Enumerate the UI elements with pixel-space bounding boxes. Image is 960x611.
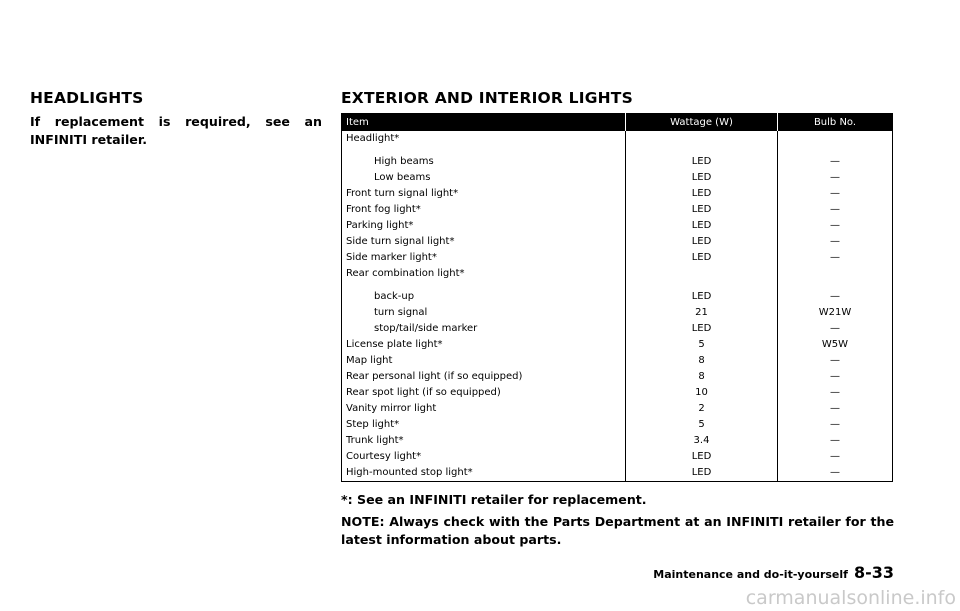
wattage-cell: 5 [626,417,778,433]
headlights-heading: HEADLIGHTS [30,89,144,107]
bulb-cell: — [778,250,893,266]
table-row [342,401,893,417]
item-cell: Map light [346,355,393,366]
page-number: 8-33 [853,563,894,582]
item-cell: Front fog light* [346,204,421,215]
exterior-interior-section [341,89,894,549]
table-row [342,369,893,385]
item-cell: back-up [374,291,415,302]
bulb-cell: — [778,170,893,186]
item-cell: License plate light* [346,339,443,350]
wattage-cell: 10 [626,385,778,401]
headlights-text: If replacement is required, see an INFINITI retailer. [30,114,322,147]
bulb-cell: — [778,234,893,250]
wattage-cell: LED [626,321,778,337]
table-row [342,433,893,449]
table-row [342,289,893,305]
wattage-cell: LED [626,218,778,234]
item-cell: Parking light* [346,220,414,231]
replacement-note: *: See an INFINITI retailer for replacement. [341,492,647,507]
bulb-cell: W5W [778,337,893,353]
wattage-cell: 21 [626,305,778,321]
bulb-cell: — [778,449,893,465]
bulb-cell: — [778,186,893,202]
bulb-cell: — [778,218,893,234]
table-row [342,218,893,234]
table-header-row [342,114,893,132]
table-row [342,202,893,218]
wattage-cell: LED [626,170,778,186]
item-cell: Vanity mirror light [346,403,437,414]
bulb-cell: — [778,369,893,385]
bulb-cell: — [778,154,893,170]
item-cell: Rear personal light (if so equipped) [346,371,523,382]
header-item: Item [342,114,626,132]
section-name: Maintenance and do-it-yourself [653,568,848,581]
wattage-cell: LED [626,449,778,465]
bulb-cell: — [778,321,893,337]
table-row [342,266,893,289]
bulb-cell: — [778,202,893,218]
item-cell: turn signal [374,307,428,318]
table-row [342,305,893,321]
item-cell: Rear combination light* [346,268,465,279]
wattage-cell: LED [626,250,778,266]
header-wattage: Wattage (W) [626,114,778,132]
item-cell: High-mounted stop light* [346,467,473,478]
wattage-cell: 2 [626,401,778,417]
headlights-section [30,89,322,149]
table-row [342,186,893,202]
wattage-cell: 8 [626,353,778,369]
wattage-cell [626,266,778,289]
item-cell: Front turn signal light* [346,188,459,199]
item-cell: Headlight* [346,133,400,144]
item-cell: Side marker light* [346,252,437,263]
item-cell: Side turn signal light* [346,236,455,247]
table-row [342,321,893,337]
wattage-cell: LED [626,289,778,305]
table-row [342,337,893,353]
table-row [342,449,893,465]
bulb-cell: — [778,465,893,482]
wattage-cell: LED [626,234,778,250]
bulb-cell [778,266,893,289]
table-row [342,250,893,266]
wattage-cell: LED [626,154,778,170]
item-cell: Trunk light* [346,435,404,446]
item-cell: Low beams [374,172,431,183]
table-row [342,154,893,170]
site-watermark: carmanualsonline.info [745,587,956,609]
bulb-cell: — [778,433,893,449]
item-cell: stop/tail/side marker [374,323,478,334]
item-cell: Courtesy light* [346,451,422,462]
wattage-cell [626,131,778,154]
wattage-cell: LED [626,465,778,482]
item-cell: Rear spot light (if so equipped) [346,387,501,398]
item-cell: Step light* [346,419,400,430]
wattage-cell: 3.4 [626,433,778,449]
bulb-cell: W21W [778,305,893,321]
bulb-cell: — [778,401,893,417]
wattage-cell: LED [626,186,778,202]
bulb-cell: — [778,289,893,305]
exterior-interior-heading: EXTERIOR AND INTERIOR LIGHTS [341,89,633,107]
item-cell: High beams [374,156,434,167]
table-row [342,170,893,186]
table-row [342,417,893,433]
wattage-cell: 8 [626,369,778,385]
wattage-cell: 5 [626,337,778,353]
page-footer [653,563,894,582]
table-row [342,353,893,369]
parts-note: NOTE: Always check with the Parts Department at an INFINITI retailer for the latest information about parts. [341,514,894,547]
table-row [342,385,893,401]
bulb-cell [778,131,893,154]
wattage-cell: LED [626,202,778,218]
header-bulb-no: Bulb No. [778,114,893,132]
table-row [342,465,893,482]
bulb-table [341,113,893,482]
bulb-cell: — [778,385,893,401]
table-row [342,131,893,154]
table-row [342,234,893,250]
bulb-cell: — [778,417,893,433]
bulb-cell: — [778,353,893,369]
